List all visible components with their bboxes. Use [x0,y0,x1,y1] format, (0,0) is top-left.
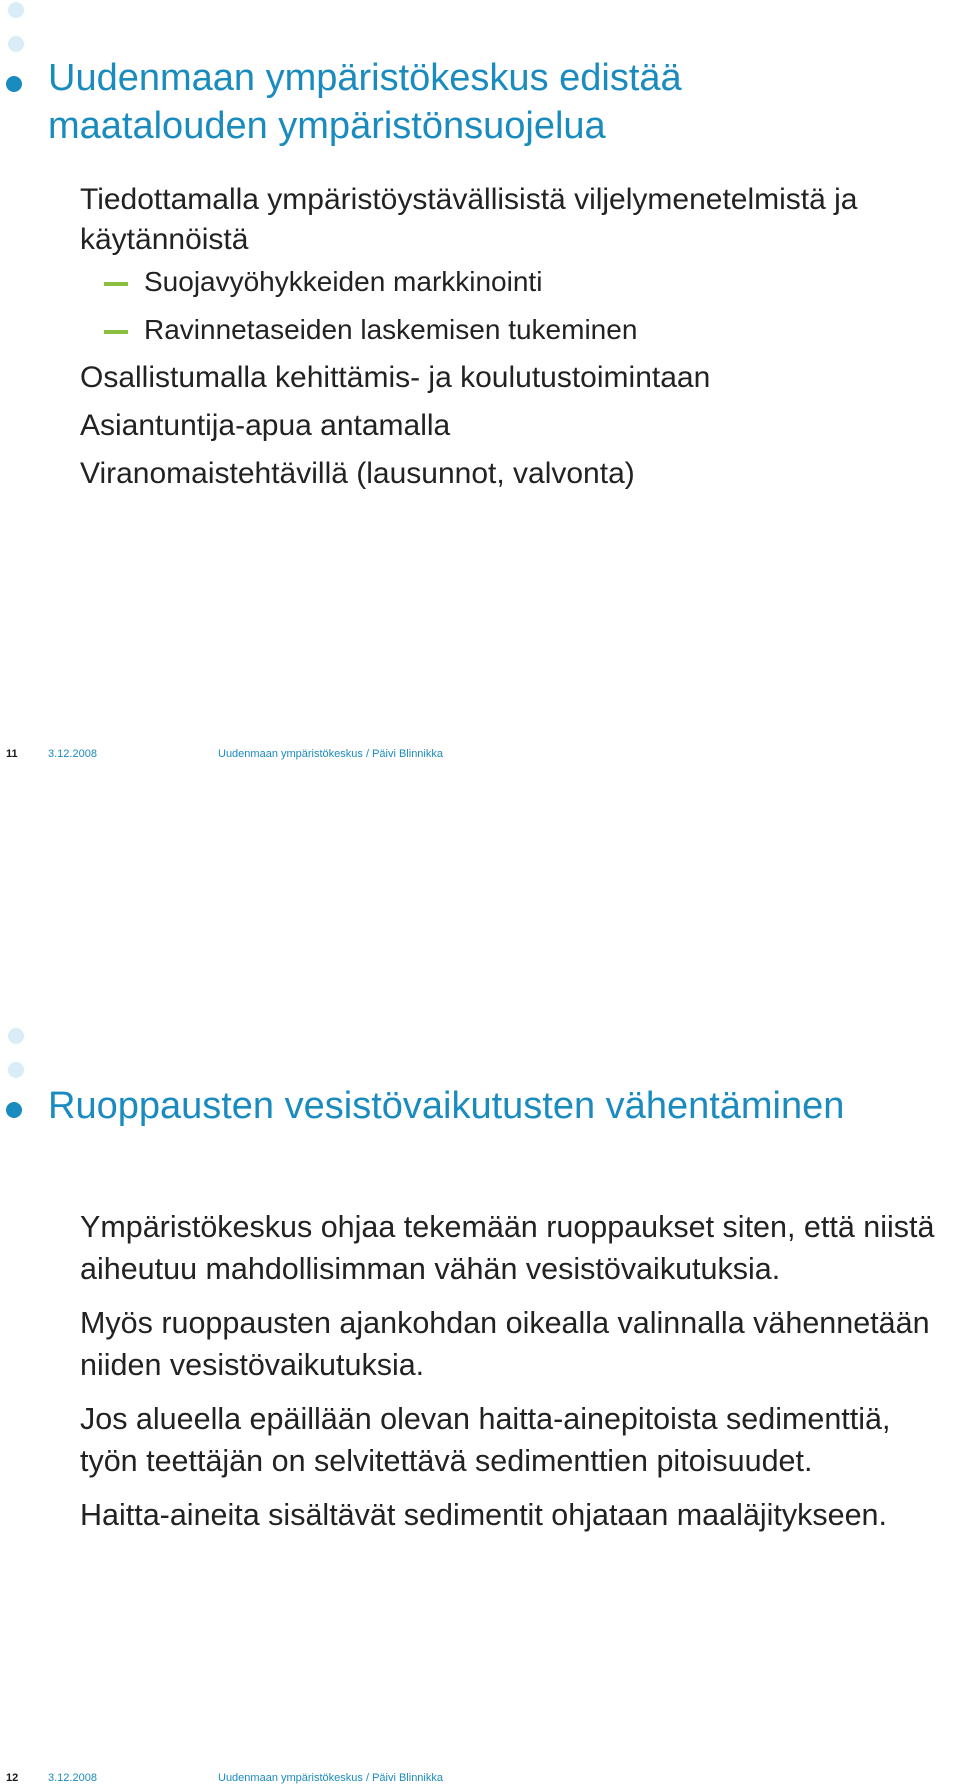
list-item: Ympäristökeskus ohjaa tekemään ruoppaukset siten, että niistä aiheutuu mahdollisimman vähän vesistövaikutuksia. [80,1210,935,1286]
list-item: Tiedottamalla ympäristöystävällisistä viljelymenetelmistä ja käytännöistä [80,183,858,256]
slide-bullet-list [80,180,950,502]
dash-bullet-icon [104,282,128,286]
slide-11 [0,0,960,780]
list-item-sub: Ravinnetaseiden laskemisen tukeminen [80,310,950,350]
footer-date: 3.12.2008 [48,748,97,760]
slide-title: Ruoppausten vesistövaikutusten vähentäminen [48,1085,845,1127]
page-number: 12 [6,1772,19,1784]
page-number: 11 [6,748,18,760]
footer-credit: Uudenmaan ympäristökeskus / Päivi Blinnikka [218,1772,443,1784]
footer-credit: Uudenmaan ympäristökeskus / Päivi Blinnikka [218,748,443,760]
list-item: Viranomaistehtävillä (lausunnot, valvonta) [80,457,635,490]
slide-title: Uudenmaan ympäristökeskus edistää maatalouden ympäristönsuojelua [48,57,682,147]
footer-date: 3.12.2008 [48,1772,97,1784]
list-item: Osallistumalla kehittämis- ja koulutustoimintaan [80,361,711,394]
title-bullet-dot-icon [6,76,22,92]
list-item-sub: Suojavyöhykkeiden markkinointi [80,262,950,302]
bullet-dot-icon [8,1028,24,1044]
list-item: Myös ruoppausten ajankohdan oikealla valinnalla vähennetään niiden vesistövaikutuksia. [80,1306,930,1382]
bullet-dot-icon [8,36,24,52]
slide-bullet-list [80,1206,950,1548]
slide-footer [0,1772,960,1792]
title-bullet-dot-icon [6,1102,22,1118]
bullet-dot-icon [8,2,24,18]
list-item: Jos alueella epäillään olevan haitta-ainepitoista sedimenttiä, työn teettäjän on selvitettävä sedimenttien pitoisuudet. [80,1402,891,1478]
dash-bullet-icon [104,330,128,334]
bullet-dot-icon [8,1062,24,1078]
list-item: Asiantuntija-apua antamalla [80,409,451,442]
slide-footer [0,748,960,768]
list-item: Haitta-aineita sisältävät sedimentit ohjataan maaläjitykseen. [80,1498,887,1532]
slide-12 [0,1024,960,1792]
